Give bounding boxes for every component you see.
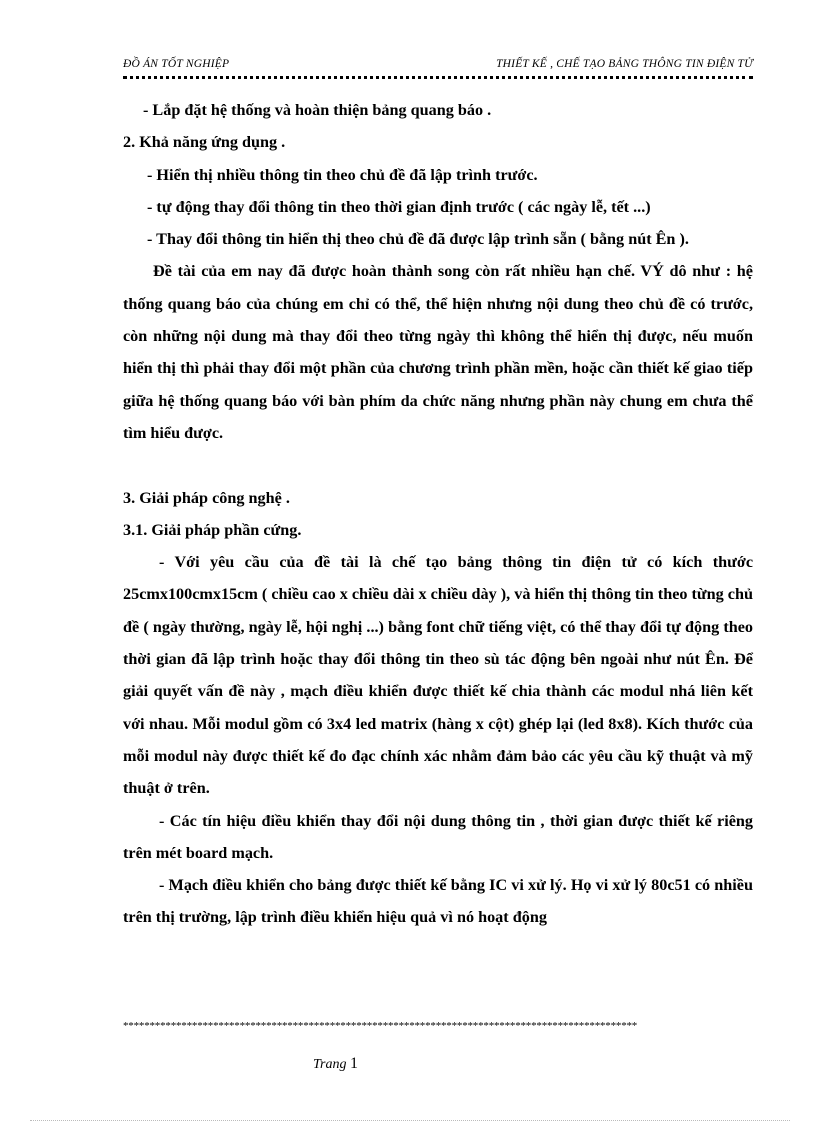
blank-line	[123, 449, 753, 481]
paragraph-limitations: Đề tài của em nay đã được hoàn thành song còn rất nhiều hạn chế. VÝ dô như : hệ thống quang báo của chúng em chỉ có thể, thể hiện nhưng nội dung theo chủ đề có trước, còn những nội dung mà thay đổi theo từng ngày thì không thể hiển thị được, nếu muốn hiển thị thì phải thay đổi một phần của chương trình phần mền, hoặc cần thiết kế giao tiếp giữa hệ thống quang báo với bàn phím da chức năng nhưng phần này chung em chưa thể tìm hiểu được.	[123, 262, 753, 442]
header-right-title: THIẾT KẾ , CHẾ TẠO BẢNG THÔNG TIN ĐIỆN TỬ	[496, 58, 753, 70]
paragraph-microcontroller: - Mạch điều khiển cho bảng được thiết kế bằng IC vi xử lý. Họ vi xử lý 80c51 có nhiều trên thị trường, lập trình điều khiển hiệu quả vì nó hoạt động	[123, 876, 753, 927]
paragraph-install: - Lắp đặt hệ thống và hoàn thiện bảng quang báo .	[143, 101, 492, 119]
header-left-title: ĐỒ ÁN TỐT NGHIỆP	[123, 58, 230, 70]
page-bottom-dotted-rule	[30, 1120, 790, 1121]
paragraph-auto-change: - tự động thay đổi thông tin theo thời gian định trước ( các ngày lễ, tết ...)	[147, 197, 651, 216]
footer-star-rule: *************************************************************************************************	[123, 1020, 638, 1032]
paragraph-display-topics: - Hiển thị nhiều thông tin theo chủ đề đã lập trình trước.	[147, 165, 538, 184]
heading-tech-solution: 3. Giải pháp công nghệ .	[123, 488, 290, 507]
page-number	[313, 1055, 358, 1073]
heading-hardware-solution: 3.1. Giải pháp phần cứng.	[123, 520, 302, 539]
document-body	[123, 94, 753, 934]
header-dotted-rule	[123, 76, 753, 79]
page-number-value: 1	[349, 1055, 358, 1072]
paragraph-hardware-requirements: - Với yêu cầu của đề tài là chế tạo bảng thông tin điện tử có kích thước 25cmx100cmx15cm ( chiều cao x chiều dài x chiều dày ), và hiển thị thông tin theo từng chủ đề ( ngày thường, ngày lễ, hội nghị ...) bằng font chữ tiếng việt, có thể thay đổi tự động theo thời gian đã lập trình hoặc thay đổi thông tin theo sù tác động bên ngoài như nút Ên. Để giải quyết vấn đề này , mạch điều khiển được thiết kế chia thành các modul nhá liên kết với nhau. Mỗi modul gồm có 3x4 led matrix (hàng x cột) ghép lại (led 8x8). Kích thước của mỗi modul này được thiết kế đo đạc chính xác nhằm đảm bảo các yêu cầu kỹ thuật và mỹ thuật ở trên.	[123, 553, 753, 798]
paragraph-button-change: - Thay đổi thông tin hiển thị theo chủ đề đã được lập trình sẵn ( bằng nút Ên ).	[147, 230, 689, 249]
page-label: Trang	[313, 1057, 347, 1072]
heading-applications: 2. Khả năng ứng dụng .	[123, 133, 286, 152]
paragraph-control-signals: - Các tín hiệu điều khiển thay đổi nội dung thông tin , thời gian được thiết kế riêng trên mét board mạch.	[123, 811, 753, 862]
